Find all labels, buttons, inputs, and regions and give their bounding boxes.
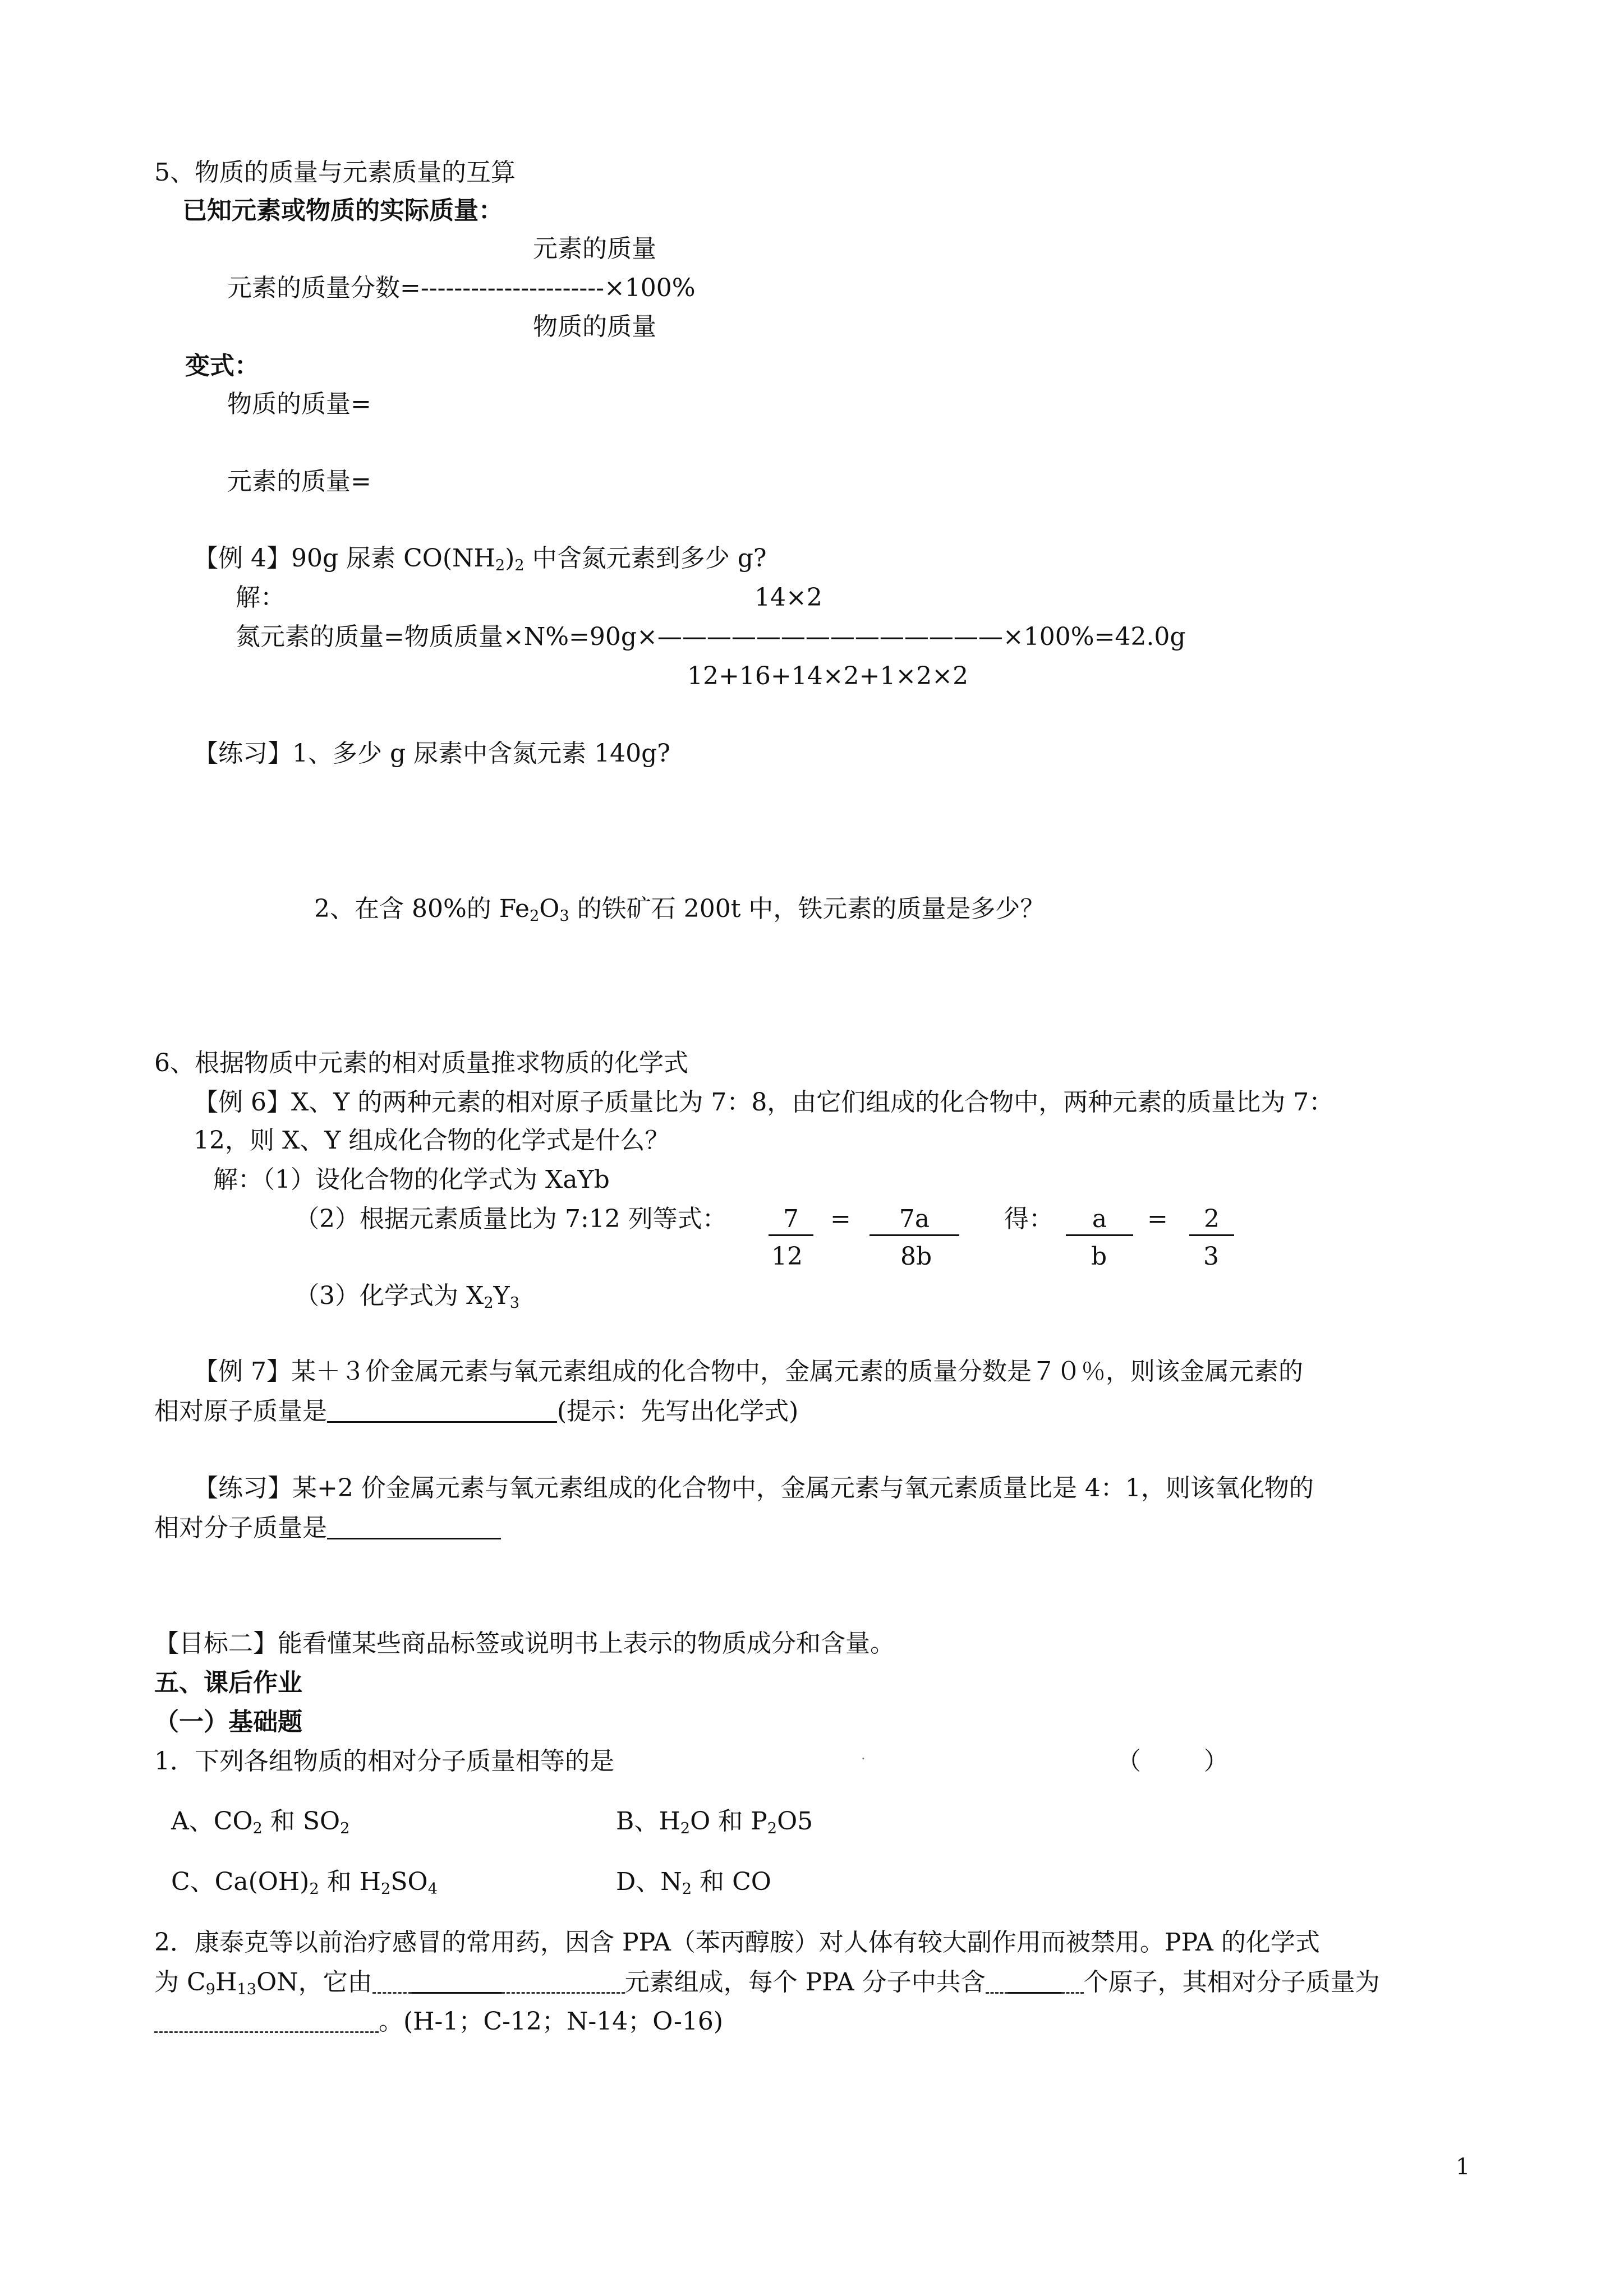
solution-step-3: （3）化学式为 $X_2Y_3$ [295, 1281, 520, 1312]
example-6-line1: 【例 6】X、Y 的两种元素的相对原子质量比为 7：8，由它们组成的化合物中，两种元素的质量比为 7： [194, 1088, 1334, 1117]
solution-step-1: 解：（1）设化合物的化学式为 XaYb [213, 1165, 610, 1194]
frac-3-numerator: a [1066, 1205, 1133, 1236]
section-5-heading: 5、物质的质量与元素质量的互算 [154, 158, 516, 187]
frac-2-numerator: 7a [869, 1205, 959, 1236]
option-c: C、$Ca(OH)_2$ 和 $H_2SO_4$ [171, 1868, 438, 1898]
de-label: 得： [1004, 1205, 1053, 1233]
frac-1-denominator: 12 [771, 1242, 803, 1271]
option-a: A、$CO_2$ 和 $SO_2$ [171, 1807, 350, 1837]
frac-3-denominator: b [1091, 1242, 1107, 1271]
question-2-line2: 为 $C_9H_{13}ON$，它由 元素组成，每个 PPA 分子中共含 个原子，其相对分子质量为 [154, 1968, 1380, 1998]
page-number: 1 [1456, 2154, 1470, 2180]
solution-step-2: （2）根据元素质量比为 7:12 列等式： [295, 1205, 727, 1233]
stray-dot: . [861, 1747, 866, 1763]
example-7-answer-blank[interactable] [327, 1396, 557, 1423]
frac-4-numerator: 2 [1189, 1205, 1234, 1236]
section-6-heading: 6、根据物质中元素的相对质量推求物质的化学式 [154, 1049, 688, 1077]
frac-2-denominator: 8b [900, 1242, 932, 1271]
molecular-mass-answer-blank[interactable] [154, 2007, 379, 2033]
variant-element-mass: 元素的质量= [227, 467, 371, 496]
frac-1-numerator: 7 [769, 1205, 813, 1236]
elements-answer-blank[interactable] [412, 1967, 502, 1994]
question-1-answer-paren: （ ） [1116, 1747, 1229, 1776]
known-label: 已知元素或物质的实际质量： [182, 196, 503, 225]
example-6-line2: 12，则 X、Y 组成化合物的化学式是什么？ [194, 1126, 670, 1155]
equals-2: = [1147, 1205, 1168, 1233]
goal-2: 【目标二】能看懂某些商品标签或说明书上表示的物质成分和含量。 [154, 1629, 895, 1658]
practice-1: 【练习】1、多少 g 尿素中含氮元素 140g? [194, 739, 670, 768]
question-2-line3: 。(H-1；C-12；N-14；O-16) [154, 2007, 723, 2037]
fraction-denominator: 物质的质量 [533, 312, 656, 341]
example-7-line2: 相对原子质量是 (提示：先写出化学式) [154, 1397, 799, 1426]
equals-1: = [830, 1205, 851, 1233]
frac-4-denominator: 3 [1203, 1242, 1219, 1271]
homework-heading: 五、课后作业 [154, 1668, 302, 1697]
example-4-numerator: 14×2 [755, 583, 822, 612]
practice-oxide-line1: 【练习】某+2 价金属元素与氧元素组成的化合物中，金属元素与氧元素质量比是 4：1，则该氧化物的 [194, 1474, 1314, 1502]
example-7-line1: 【例 7】某＋３价金属元素与氧元素组成的化合物中，金属元素的质量分数是７０％，则该金属元素的 [194, 1357, 1303, 1386]
option-b: B、$H_2O$ 和 $P_2O5$ [616, 1807, 813, 1837]
mass-fraction-formula: 元素的质量分数=----------------------×100% [227, 274, 696, 302]
option-d: D、$N_2$ 和 CO [616, 1868, 771, 1898]
example-4-question: 【例 4】90g 尿素 $CO(NH_2)_2$ 中含氮元素到多少 g? [194, 544, 767, 574]
variant-substance-mass: 物质的质量= [227, 390, 371, 418]
fraction-numerator: 元素的质量 [533, 234, 656, 263]
question-2-line1: 2．康泰克等以前治疗感冒的常用药，因含 PPA（苯丙醇胺）对人体有较大副作用而被禁用。PPA 的化学式 [154, 1928, 1320, 1957]
practice-2: 2、在含 80%的 $Fe_2O_3$ 的铁矿石 200t 中，铁元素的质量是多少？ [314, 895, 1045, 925]
practice-oxide-line2: 相对分子质量是 [154, 1513, 501, 1543]
practice-oxide-answer-blank[interactable] [327, 1513, 501, 1539]
example-4-solution-label: 解： [236, 583, 285, 612]
atom-count-answer-blank[interactable] [1008, 1967, 1061, 1994]
example-4-calculation: 氮元素的质量=物质质量×N%=90g×——————————————×100%=42.0g [236, 623, 1186, 651]
variant-label: 变式： [185, 352, 259, 380]
basic-questions-heading: （一）基础题 [154, 1708, 302, 1736]
example-4-denominator: 12+16+14×2+1×2×2 [687, 662, 969, 690]
question-1: 1．下列各组物质的相对分子质量相等的是 [154, 1747, 614, 1776]
